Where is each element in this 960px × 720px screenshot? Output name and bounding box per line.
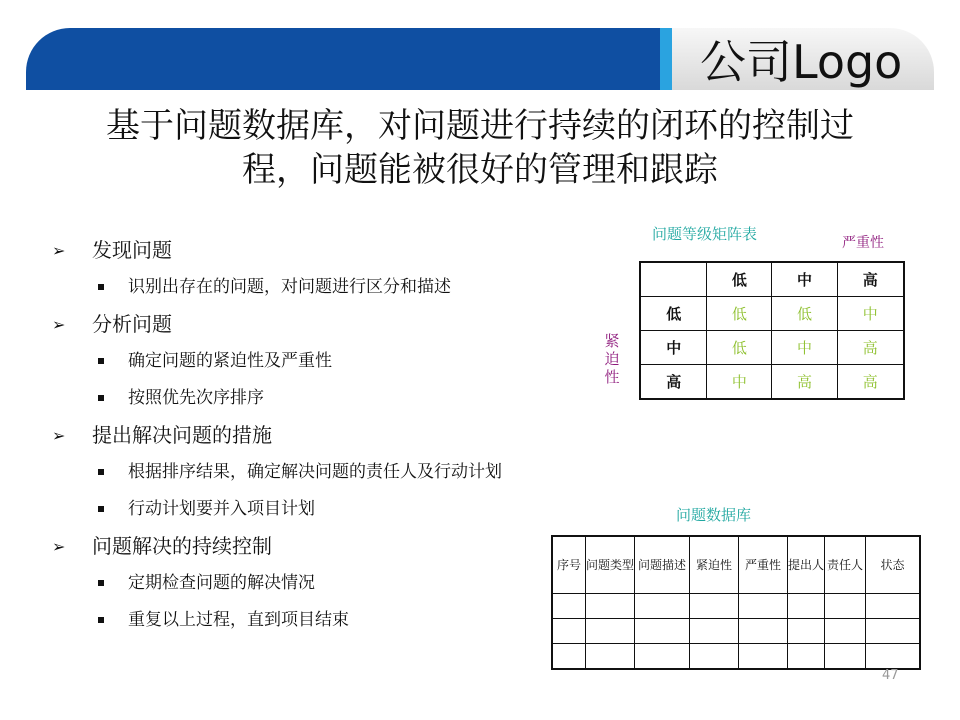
page-number: 47	[882, 668, 899, 683]
bullet-item	[50, 306, 610, 343]
db-cell	[788, 594, 825, 619]
db-cell	[586, 644, 635, 670]
matrix-cell: 中	[772, 331, 837, 365]
company-logo: 公司Logo	[700, 35, 903, 89]
db-cell	[739, 594, 788, 619]
matrix-header-row	[640, 262, 904, 297]
sub-bullet-item	[50, 380, 610, 417]
slide-title-line-1: 基于问题数据库，对问题进行持续的闭环的控制过	[106, 106, 854, 146]
db-cell	[866, 594, 921, 619]
db-cell	[788, 644, 825, 670]
sub-bullet-text: 识别出存在的问题，对问题进行区分和描述	[128, 277, 451, 297]
db-cell	[690, 644, 739, 670]
bullet-text: 分析问题	[92, 312, 172, 336]
db-cell	[552, 644, 586, 670]
square-bullet-icon	[98, 580, 104, 586]
db-column-header: 问题描述	[635, 536, 690, 594]
db-cell	[825, 619, 866, 644]
square-bullet-icon	[98, 469, 104, 475]
matrix-row	[640, 331, 904, 365]
slide-title-line-2: 程，问题能被很好的管理和跟踪	[242, 150, 718, 190]
problem-database-table	[551, 535, 921, 670]
bullet-text: 发现问题	[92, 238, 172, 262]
db-column-header: 严重性	[739, 536, 788, 594]
db-cell	[866, 644, 921, 670]
square-bullet-icon	[98, 506, 104, 512]
header-bar	[26, 28, 666, 90]
matrix-row	[640, 297, 904, 331]
db-cell	[739, 619, 788, 644]
db-cell	[552, 594, 586, 619]
problem-level-matrix	[639, 261, 905, 400]
db-cell	[635, 644, 690, 670]
arrow-bullet-icon: ➢	[52, 537, 66, 556]
matrix-row-header: 中	[640, 331, 707, 365]
db-cell	[690, 594, 739, 619]
matrix-row	[640, 365, 904, 400]
db-column-header: 提出人	[788, 536, 825, 594]
slide-title	[40, 104, 920, 192]
db-cell	[586, 594, 635, 619]
square-bullet-icon	[98, 617, 104, 623]
bullet-item	[50, 232, 610, 269]
bullet-list	[50, 232, 610, 639]
sub-bullet-item	[50, 602, 610, 639]
matrix-cell: 高	[772, 365, 837, 400]
db-cell	[635, 619, 690, 644]
square-bullet-icon	[98, 358, 104, 364]
table-row	[552, 644, 920, 670]
bullet-item	[50, 417, 610, 454]
severity-axis-label: 严重性	[842, 235, 884, 251]
matrix-cell: 高	[837, 331, 904, 365]
db-cell	[739, 644, 788, 670]
table-row	[552, 594, 920, 619]
matrix-cell: 低	[772, 297, 837, 331]
arrow-bullet-icon: ➢	[52, 315, 66, 334]
matrix-cell: 低	[707, 297, 772, 331]
db-column-header: 状态	[866, 536, 921, 594]
db-column-header: 责任人	[825, 536, 866, 594]
urgency-axis-label: 紧迫性	[604, 332, 620, 386]
square-bullet-icon	[98, 284, 104, 290]
sub-bullet-item	[50, 269, 610, 306]
db-column-header: 序号	[552, 536, 586, 594]
database-header-row	[552, 536, 920, 594]
matrix-col-header: 低	[707, 262, 772, 297]
sub-bullet-text: 行动计划要并入项目计划	[128, 499, 315, 519]
sub-bullet-text: 重复以上过程，直到项目结束	[128, 610, 349, 630]
db-cell	[635, 594, 690, 619]
db-column-header: 问题类型	[586, 536, 635, 594]
db-cell	[866, 619, 921, 644]
matrix-corner-cell	[640, 262, 707, 297]
matrix-cell: 低	[707, 331, 772, 365]
matrix-cell: 中	[707, 365, 772, 400]
sub-bullet-text: 根据排序结果，确定解决问题的责任人及行动计划	[128, 462, 502, 482]
matrix-cell: 中	[837, 297, 904, 331]
db-column-header: 紧迫性	[690, 536, 739, 594]
table-row	[552, 619, 920, 644]
square-bullet-icon	[98, 395, 104, 401]
sub-bullet-item	[50, 454, 610, 491]
matrix-row-header: 高	[640, 365, 707, 400]
bullet-text: 问题解决的持续控制	[92, 534, 272, 558]
sub-bullet-item	[50, 343, 610, 380]
bullet-text: 提出解决问题的措施	[92, 423, 272, 447]
db-cell	[586, 619, 635, 644]
db-cell	[825, 644, 866, 670]
db-cell	[825, 594, 866, 619]
arrow-bullet-icon: ➢	[52, 241, 66, 260]
sub-bullet-text: 确定问题的紧迫性及严重性	[128, 351, 332, 371]
arrow-bullet-icon: ➢	[52, 426, 66, 445]
db-cell	[552, 619, 586, 644]
sub-bullet-item	[50, 565, 610, 602]
matrix-col-header: 高	[837, 262, 904, 297]
db-cell	[788, 619, 825, 644]
db-cell	[690, 619, 739, 644]
sub-bullet-text: 按照优先次序排序	[128, 388, 264, 408]
sub-bullet-item	[50, 491, 610, 528]
matrix-col-header: 中	[772, 262, 837, 297]
header-divider	[660, 28, 672, 90]
matrix-title: 问题等级矩阵表	[652, 225, 758, 243]
matrix-cell: 高	[837, 365, 904, 400]
database-title: 问题数据库	[676, 506, 752, 524]
matrix-row-header: 低	[640, 297, 707, 331]
bullet-item	[50, 528, 610, 565]
sub-bullet-text: 定期检查问题的解决情况	[128, 573, 315, 593]
